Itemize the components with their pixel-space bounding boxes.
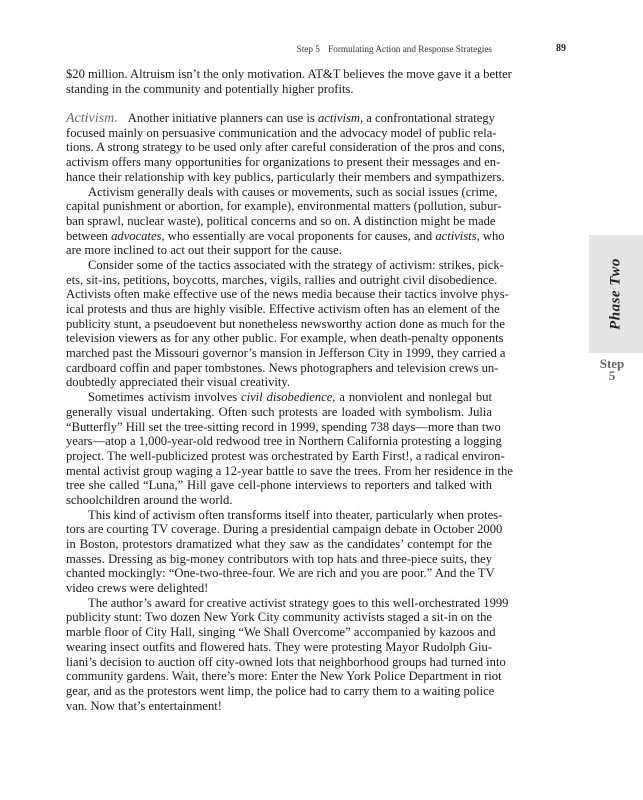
text-run: masses. Dressing as big-money contributors with top hats and three-piece suits, they bbox=[66, 551, 492, 566]
paragraph bbox=[66, 257, 509, 390]
running-head-step: Step 5 bbox=[296, 44, 320, 54]
text-line bbox=[66, 302, 500, 317]
text-line bbox=[66, 316, 505, 332]
text-run: gear, and as the protestors went limp, the police had to carry them to a waiting police bbox=[66, 683, 495, 698]
text-run: tions. A strong strategy to be used only after careful consideration of the pros and cons, bbox=[66, 140, 505, 155]
text-line bbox=[66, 478, 492, 493]
text-line bbox=[66, 169, 505, 185]
paragraph bbox=[66, 595, 509, 714]
text-line bbox=[66, 552, 492, 567]
text-line bbox=[66, 213, 496, 229]
text-line bbox=[66, 699, 492, 714]
text-line bbox=[66, 522, 503, 537]
phase-tab bbox=[589, 235, 643, 353]
text-run: ban sprawl, nuclear waste), political concerns and so on. A distinction might be made bbox=[66, 213, 496, 228]
paragraph bbox=[66, 390, 513, 508]
page-number: 89 bbox=[556, 43, 566, 54]
text-run: publicity stunt: Two dozen New York City community activists staged a sit-in on the bbox=[66, 610, 492, 625]
text-run: wearing insect outfits and flowered hats. They were protesting Mayor Rudolph Giu- bbox=[66, 639, 492, 654]
text-line bbox=[66, 111, 495, 127]
text-run: chanted mockingly: “One-two-three-four. We are rich and you are poor.” And the TV bbox=[66, 566, 495, 581]
text-line bbox=[66, 581, 492, 596]
text-run: who essentially are vocal proponents for causes, and bbox=[164, 228, 436, 243]
text-line bbox=[66, 331, 504, 346]
text-run: a nonviolent and nonlegal but bbox=[335, 390, 493, 405]
text-run: years—atop a 1,000-year-old redwood tree in Northern California protesting a logging bbox=[66, 434, 502, 449]
text-line bbox=[66, 683, 495, 699]
text-run: tree she called “Luna,” Hill gave cell-phone interviews to reporters and talked with bbox=[66, 478, 492, 493]
text-line bbox=[66, 405, 492, 420]
text-run: marble floor of City Hall, singing “We Shall Overcome” accompanied by kazoos and bbox=[66, 625, 496, 640]
text-run: “Butterfly” Hill set the tree-sitting record in 1999, spending 738 days—more than two bbox=[66, 419, 501, 434]
section-run-in-heading: Activism. bbox=[66, 111, 118, 127]
text-run: in Boston, protestors dramatized what they saw as the candidates’ contempt for the bbox=[66, 537, 492, 551]
text-run: The author’s award for creative activist strategy goes to this well-orchestrated 1999 bbox=[88, 595, 509, 610]
paragraph bbox=[66, 507, 503, 596]
text-line bbox=[66, 272, 498, 288]
italic-term: advocates, bbox=[111, 228, 165, 243]
body-text bbox=[66, 67, 513, 713]
text-line bbox=[66, 625, 496, 640]
step-marker-number: 5 bbox=[608, 368, 616, 383]
text-run: Activists often make effective use of the news media because their tactics involve phys- bbox=[66, 287, 509, 302]
text-line bbox=[66, 184, 498, 200]
text-run: video crews were delighted! bbox=[66, 581, 209, 596]
text-run: van. Now that’s entertainment! bbox=[66, 698, 222, 713]
text-run: who bbox=[479, 228, 505, 243]
italic-term: activism, bbox=[317, 111, 364, 126]
text-line bbox=[66, 463, 513, 479]
text-line bbox=[66, 360, 499, 376]
step-marker bbox=[589, 358, 635, 382]
text-line bbox=[66, 287, 509, 302]
text-run: project. The well-publicized protest was orchestrated by Earth First!, a radical environ- bbox=[66, 448, 505, 463]
text-run: ical protests and thus are highly visible. Effective activism often has an element of the bbox=[66, 302, 500, 316]
text-line bbox=[66, 155, 501, 170]
text-run: This kind of activism often transforms itself into theater, particularly when protes- bbox=[88, 507, 503, 522]
phase-tab-label: Phase Two bbox=[607, 258, 624, 330]
text-run: generally visual undertaking. Often such protests are loaded with symbolism. Julia bbox=[66, 404, 492, 419]
text-run: Another initiative planners can use is bbox=[127, 111, 318, 126]
paragraph bbox=[66, 111, 505, 184]
text-line bbox=[66, 375, 492, 390]
text-run: publicity stunt, a pseudoevent but nonetheless newsworthy action done as much for the bbox=[66, 316, 505, 331]
text-line bbox=[66, 228, 505, 244]
text-run: tors are courting TV coverage. During a presidential campaign debate in October 2000 bbox=[66, 522, 503, 537]
text-line bbox=[66, 640, 492, 655]
text-line bbox=[66, 390, 492, 405]
text-run: a confrontational strategy bbox=[363, 111, 495, 126]
text-run: ets, sit-ins, petitions, boycotts, marches, vigils, rallies and outright civil disobedience. bbox=[66, 272, 498, 287]
text-line bbox=[66, 610, 492, 625]
text-run: cardboard coffin and paper tombstones. News photographers and television crews un- bbox=[66, 360, 499, 375]
text-run: $20 million. Altruism isn’t the only motivation. AT&T believes the move gave it a better bbox=[66, 67, 512, 81]
paragraph bbox=[66, 67, 512, 96]
text-line bbox=[66, 507, 503, 523]
text-line bbox=[66, 140, 505, 155]
text-run: schoolchildren around the world. bbox=[66, 492, 233, 507]
text-run: Consider some of the tactics associated with the strategy of activism: strikes, pick- bbox=[88, 257, 504, 272]
text-line bbox=[66, 595, 509, 611]
text-run: hance their relationship with key publics, particularly their members and sympathizers. bbox=[66, 169, 505, 184]
text-line bbox=[66, 82, 492, 97]
text-run: are more inclined to act out their support for the cause. bbox=[66, 243, 342, 258]
text-run: doubtedly appreciated their visual creativity. bbox=[66, 375, 291, 390]
text-run: Sometimes activism involves bbox=[88, 390, 241, 405]
text-run: liani’s decision to auction off city-owned lots that neighborhood groups had turned into bbox=[66, 654, 506, 669]
text-line bbox=[66, 125, 497, 141]
text-line bbox=[66, 243, 492, 258]
italic-term: activists, bbox=[435, 228, 480, 243]
text-line bbox=[66, 669, 502, 684]
text-line bbox=[66, 419, 501, 435]
text-line bbox=[66, 257, 504, 273]
running-head-title: Formulating Action and Response Strategies bbox=[328, 44, 492, 54]
paragraph bbox=[66, 184, 505, 258]
text-line bbox=[66, 199, 502, 214]
text-line bbox=[66, 537, 492, 552]
text-line bbox=[66, 654, 506, 670]
text-line bbox=[66, 67, 512, 82]
text-run: mental activist group waging a 12-year battle to save the trees. From her residence in the bbox=[66, 463, 513, 478]
text-run: focused mainly on persuasive communication and the advocacy model of public rela- bbox=[66, 125, 497, 140]
text-line bbox=[66, 566, 495, 581]
text-run: Activism generally deals with causes or movements, such as social issues (crime, bbox=[88, 184, 498, 199]
italic-term: civil disobedience, bbox=[241, 390, 336, 405]
text-run: television viewers as for any other public. For example, when death-penalty opponents bbox=[66, 331, 504, 346]
text-line bbox=[66, 493, 492, 508]
running-head bbox=[250, 44, 492, 54]
text-run: marched past the Missouri governor’s mansion in Jefferson City in 1999, they carried a bbox=[66, 346, 506, 361]
text-line bbox=[66, 448, 505, 464]
text-line bbox=[66, 346, 506, 361]
text-run: standing in the community and potentially higher profits. bbox=[66, 81, 354, 96]
text-line bbox=[66, 434, 502, 449]
text-run: capital punishment or abortion, for example), environmental matters (pollution, subur- bbox=[66, 199, 502, 214]
text-run: activism offers many opportunities for organizations to present their messages and en- bbox=[66, 155, 501, 170]
text-run: between bbox=[66, 228, 112, 243]
step-marker-word: Step bbox=[599, 356, 625, 371]
text-run: community gardens. Wait, there’s more: Enter the New York Police Department in riot bbox=[66, 669, 502, 684]
